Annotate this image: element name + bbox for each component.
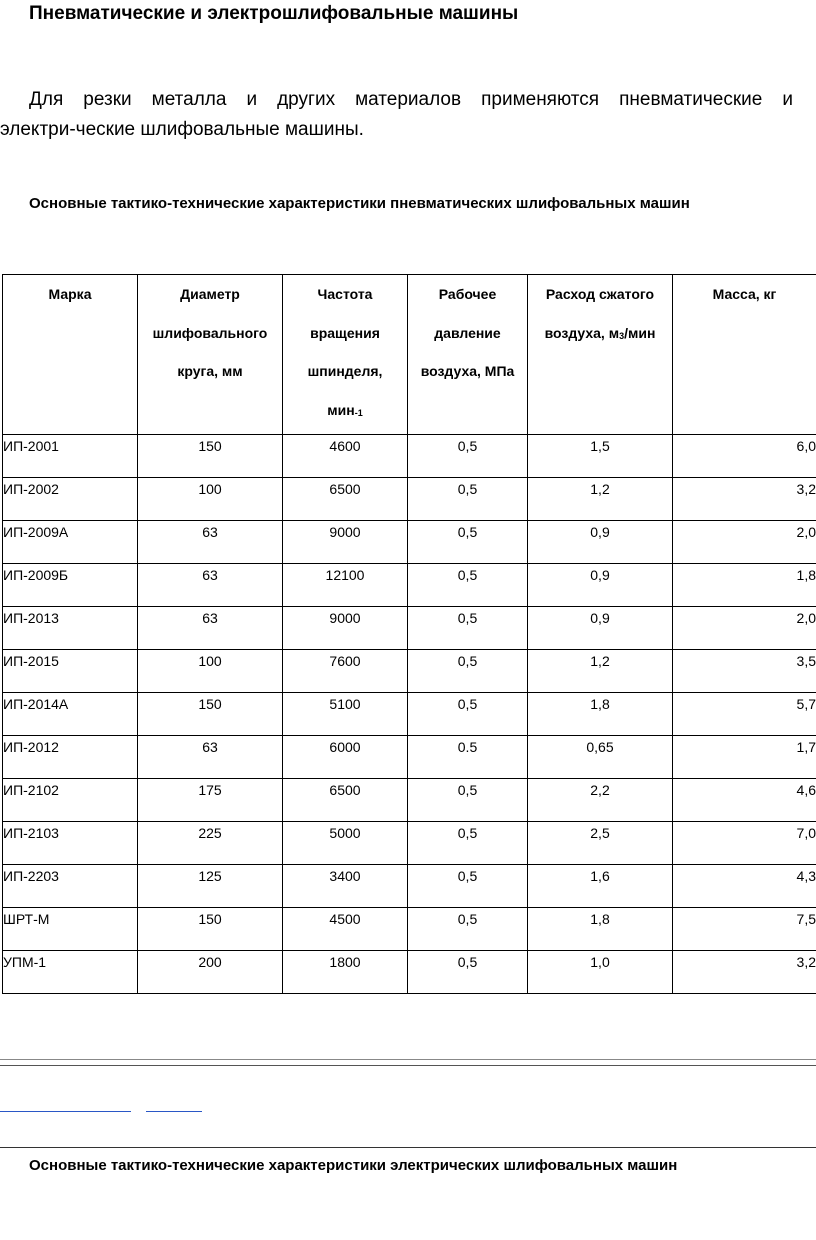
cell-brand: ИП-2102: [3, 779, 138, 822]
intro-line-1: [0, 85, 793, 115]
table-row: [3, 736, 816, 779]
cell-pressure: 0,5: [408, 779, 528, 822]
cell-consumption: 1,0: [528, 951, 673, 994]
cell-diameter: 63: [138, 607, 283, 650]
pneumatic-specs-table: [2, 274, 816, 994]
cell-diameter: 100: [138, 478, 283, 521]
cell-pressure: 0,5: [408, 521, 528, 564]
table-header-row: [3, 275, 816, 435]
table-row: [3, 435, 816, 478]
table-row: [3, 564, 816, 607]
link-underline: [146, 1111, 202, 1112]
cell-mass: 2,0: [673, 607, 816, 650]
intro-word: материалов: [355, 89, 462, 110]
section-heading-pneumatic: Основные тактико-технические характеристики пневматических шлифовальных машин: [29, 195, 690, 212]
cell-brand: ИП-2009Б: [3, 564, 138, 607]
table-row: [3, 822, 816, 865]
cell-brand: ИП-2013: [3, 607, 138, 650]
cell-frequency: 4600: [283, 435, 408, 478]
page-title: Пневматические и электрошлифовальные машины: [29, 3, 519, 24]
cell-consumption: 1,6: [528, 865, 673, 908]
header-frequency: Частота вращения шпинделя, мин$^{-1}$: [283, 275, 408, 435]
cell-consumption: 1,8: [528, 693, 673, 736]
cell-diameter: 63: [138, 521, 283, 564]
cell-pressure: 0,5: [408, 650, 528, 693]
cell-frequency: 5100: [283, 693, 408, 736]
cell-diameter: 200: [138, 951, 283, 994]
cell-mass: 3,5: [673, 650, 816, 693]
cell-frequency: 5000: [283, 822, 408, 865]
intro-word: пневматические: [619, 89, 763, 110]
header-diameter: Диаметр шлифовального круга, мм: [138, 275, 283, 435]
cell-pressure: 0,5: [408, 607, 528, 650]
cell-frequency: 12100: [283, 564, 408, 607]
cell-consumption: 0,9: [528, 564, 673, 607]
cell-diameter: 150: [138, 908, 283, 951]
link-underline: [0, 1111, 131, 1112]
cell-frequency: 9000: [283, 521, 408, 564]
cell-mass: 5,7: [673, 693, 816, 736]
cell-consumption: 1,2: [528, 478, 673, 521]
intro-paragraph: [0, 85, 793, 145]
cell-mass: 4,6: [673, 779, 816, 822]
cell-consumption: 0,9: [528, 521, 673, 564]
header-pressure: Рабочее давление воздуха, МПа: [408, 275, 528, 435]
table-row: [3, 951, 816, 994]
cell-consumption: 1,5: [528, 435, 673, 478]
cell-mass: 2,0: [673, 521, 816, 564]
intro-word: других: [277, 89, 336, 110]
cell-consumption: 0,9: [528, 607, 673, 650]
intro-word: металла: [151, 89, 227, 110]
section-heading-electric: Основные тактико-технические характеристики электрических шлифовальных машин: [29, 1157, 678, 1174]
intro-word: резки: [83, 89, 132, 110]
intro-word: Для: [29, 89, 64, 110]
table-row: [3, 521, 816, 564]
cell-pressure: 0.5: [408, 736, 528, 779]
cell-brand: ИП-2103: [3, 822, 138, 865]
cell-mass: 6,0: [673, 435, 816, 478]
cell-brand: ИП-2012: [3, 736, 138, 779]
table-row: [3, 779, 816, 822]
cell-mass: 4,3: [673, 865, 816, 908]
divider: [0, 1059, 816, 1060]
cell-brand: ИП-2015: [3, 650, 138, 693]
cell-frequency: 7600: [283, 650, 408, 693]
cell-pressure: 0,5: [408, 564, 528, 607]
cell-diameter: 225: [138, 822, 283, 865]
cell-pressure: 0,5: [408, 693, 528, 736]
cell-frequency: 6500: [283, 779, 408, 822]
intro-word: применяются: [481, 89, 600, 110]
cell-consumption: 2,2: [528, 779, 673, 822]
divider: [0, 1147, 816, 1148]
header-brand: Марка: [3, 275, 138, 435]
cell-frequency: 3400: [283, 865, 408, 908]
cell-brand: ШРТ-М: [3, 908, 138, 951]
cell-diameter: 150: [138, 693, 283, 736]
cell-mass: 3,2: [673, 951, 816, 994]
header-mass: Масса, кг: [673, 275, 816, 435]
header-consumption: Расход сжатого воздуха, $м^3$/мин: [528, 275, 673, 435]
cell-frequency: 6000: [283, 736, 408, 779]
cell-frequency: 1800: [283, 951, 408, 994]
cell-diameter: 150: [138, 435, 283, 478]
intro-word: и: [246, 89, 258, 110]
cell-brand: ИП-2009А: [3, 521, 138, 564]
cell-frequency: 9000: [283, 607, 408, 650]
intro-word: и: [782, 89, 793, 110]
table-row: [3, 908, 816, 951]
cell-diameter: 125: [138, 865, 283, 908]
cell-frequency: 6500: [283, 478, 408, 521]
cell-consumption: 2,5: [528, 822, 673, 865]
cell-brand: ИП-2203: [3, 865, 138, 908]
cell-mass: 7,0: [673, 822, 816, 865]
table-body: [3, 435, 816, 994]
intro-line-2: электри-ческие шлифовальные машины.: [0, 119, 364, 140]
cell-diameter: 63: [138, 736, 283, 779]
cell-brand: ИП-2014А: [3, 693, 138, 736]
cell-mass: 1,8: [673, 564, 816, 607]
cell-mass: 3,2: [673, 478, 816, 521]
cell-pressure: 0,5: [408, 951, 528, 994]
cell-pressure: 0,5: [408, 865, 528, 908]
cell-mass: 1,7: [673, 736, 816, 779]
cell-frequency: 4500: [283, 908, 408, 951]
table-row: [3, 607, 816, 650]
cell-consumption: 1,8: [528, 908, 673, 951]
cell-diameter: 63: [138, 564, 283, 607]
cell-pressure: 0,5: [408, 908, 528, 951]
divider: [0, 1065, 816, 1066]
cell-diameter: 100: [138, 650, 283, 693]
cell-pressure: 0,5: [408, 478, 528, 521]
cell-pressure: 0,5: [408, 435, 528, 478]
cell-brand: ИП-2002: [3, 478, 138, 521]
cell-brand: ИП-2001: [3, 435, 138, 478]
table-row: [3, 865, 816, 908]
cell-mass: 7,5: [673, 908, 816, 951]
cell-pressure: 0,5: [408, 822, 528, 865]
table-row: [3, 693, 816, 736]
table-row: [3, 478, 816, 521]
cell-diameter: 175: [138, 779, 283, 822]
cell-consumption: 1,2: [528, 650, 673, 693]
cell-brand: УПМ-1: [3, 951, 138, 994]
table-row: [3, 650, 816, 693]
cell-consumption: 0,65: [528, 736, 673, 779]
